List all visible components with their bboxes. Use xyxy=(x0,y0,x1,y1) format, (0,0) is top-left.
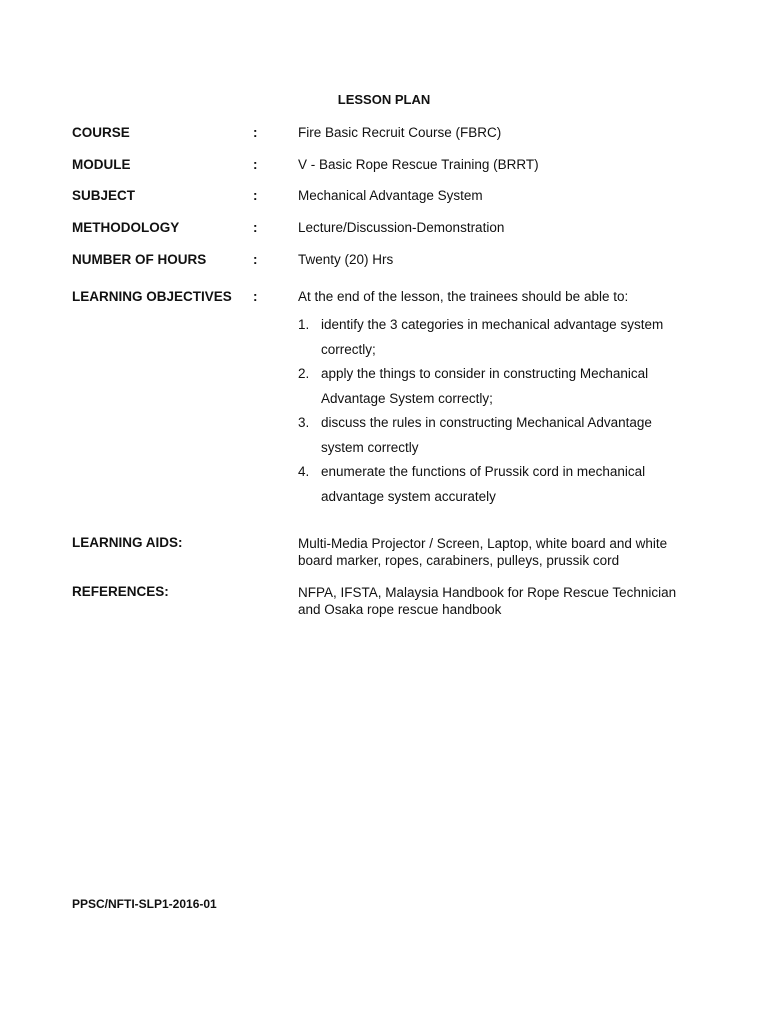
objectives-intro: At the end of the lesson, the trainees should be able to: xyxy=(298,289,629,304)
module-label: MODULE xyxy=(72,157,131,172)
references-label: REFERENCES: xyxy=(72,584,169,599)
hours-value: Twenty (20) Hrs xyxy=(298,252,394,267)
course-colon: : xyxy=(253,125,258,140)
list-item-text: discuss the rules in constructing Mechanical Advantage system correctly xyxy=(321,415,652,455)
subject-colon: : xyxy=(253,188,258,203)
subject-label: SUBJECT xyxy=(72,188,136,203)
objectives-label: LEARNING OBJECTIVES xyxy=(72,289,232,304)
references-value: NFPA, IFSTA, Malaysia Handbook for Rope Rescue Technician and Osaka rope rescue handbook xyxy=(298,585,677,617)
hours-label: NUMBER OF HOURS xyxy=(72,252,207,267)
list-item xyxy=(298,362,678,411)
hours-colon: : xyxy=(253,252,258,267)
course-value: Fire Basic Recruit Course (FBRC) xyxy=(298,125,502,140)
methodology-colon: : xyxy=(253,220,258,235)
objectives-colon: : xyxy=(253,289,258,304)
list-item-number: 1. xyxy=(298,317,310,332)
list-item-number: 2. xyxy=(298,366,310,381)
document-code: PPSC/NFTI-SLP1-2016-01 xyxy=(72,897,217,911)
list-item-text: apply the things to consider in constructing Mechanical Advantage System correctly; xyxy=(321,366,649,406)
course-label: COURSE xyxy=(72,125,130,140)
page-title: LESSON PLAN xyxy=(337,92,431,107)
list-item xyxy=(298,313,678,362)
list-item xyxy=(298,411,678,460)
list-item xyxy=(298,460,678,509)
module-colon: : xyxy=(253,157,258,172)
module-value: V - Basic Rope Rescue Training (BRRT) xyxy=(298,157,539,172)
objectives-list xyxy=(298,313,678,509)
subject-value: Mechanical Advantage System xyxy=(298,188,483,203)
methodology-label: METHODOLOGY xyxy=(72,220,180,235)
list-item-text: enumerate the functions of Prussik cord in mechanical advantage system accurately xyxy=(321,464,646,504)
list-item-text: identify the 3 categories in mechanical advantage system correctly; xyxy=(321,317,664,357)
list-item-number: 4. xyxy=(298,464,310,479)
methodology-value: Lecture/Discussion-Demonstration xyxy=(298,220,505,235)
learning-aids-value: Multi-Media Projector / Screen, Laptop, white board and white board marker, ropes, carabiners, pulleys, prussik cord xyxy=(298,536,668,568)
list-item-number: 3. xyxy=(298,415,310,430)
learning-aids-label: LEARNING AIDS: xyxy=(72,535,183,550)
